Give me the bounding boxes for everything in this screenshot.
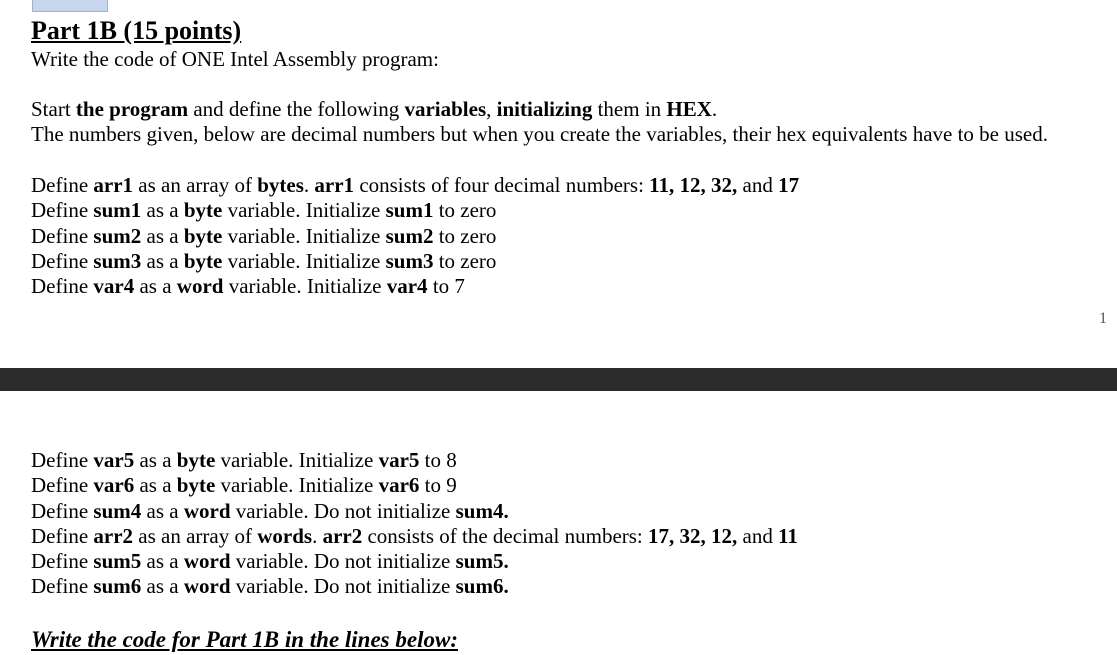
bold-term: sum4. (455, 499, 509, 523)
bold-term: arr1 (93, 173, 134, 197)
instruction-line (31, 173, 799, 198)
text-segment: and (737, 524, 779, 548)
bold-term: byte (183, 224, 223, 248)
text-segment: variable. Initialize (223, 274, 387, 298)
text-segment: Define (31, 198, 94, 222)
bold-term: var6 (378, 473, 420, 497)
bold-term: arr2 (93, 524, 134, 548)
bold-term: byte (183, 249, 223, 273)
instruction-line (31, 448, 457, 473)
bold-term: 17 (778, 173, 800, 197)
text-segment: variable. Initialize (215, 448, 379, 472)
text-segment: as a (141, 249, 184, 273)
instruction-line (31, 122, 1048, 147)
text-segment: to zero (433, 249, 497, 273)
text-segment: consists of four decimal numbers: (354, 173, 650, 197)
text-segment: as a (141, 549, 184, 573)
text-segment: to zero (433, 198, 497, 222)
bold-term: variables (404, 97, 487, 121)
text-segment: The numbers given, below are decimal numbers but when you create the variables, their hex equivalents have to be used. (31, 122, 1048, 146)
bold-term: sum4 (93, 499, 142, 523)
text-segment: Define (31, 224, 94, 248)
text-segment: as an array of (133, 173, 258, 197)
text-segment: variable. Do not initialize (230, 549, 456, 573)
bold-term: sum6. (455, 574, 509, 598)
text-segment: as an array of (133, 524, 258, 548)
text-segment: them in (592, 97, 667, 121)
bold-term: bytes (257, 173, 304, 197)
bold-term: sum6 (93, 574, 142, 598)
bold-term: var6 (93, 473, 135, 497)
bold-term: sum5 (93, 549, 142, 573)
page-break-divider (0, 368, 1117, 391)
bold-term: sum3 (93, 249, 142, 273)
bold-term: sum1 (93, 198, 142, 222)
text-segment: variable. Initialize (222, 198, 386, 222)
text-segment: Start (31, 97, 76, 121)
bold-term: initializing (496, 97, 593, 121)
text-segment: and define the following (188, 97, 405, 121)
bold-term: sum1 (385, 198, 434, 222)
bold-term: var4 (93, 274, 135, 298)
text-segment: Define (31, 173, 94, 197)
bold-term: var5 (93, 448, 135, 472)
text-segment: variable. Initialize (215, 473, 379, 497)
text-segment: Define (31, 274, 94, 298)
section-heading: Part 1B (15 points) (31, 16, 242, 45)
bold-term: byte (176, 473, 216, 497)
text-segment: Define (31, 249, 94, 273)
text-segment: variable. Initialize (222, 224, 386, 248)
bold-term: word (176, 274, 224, 298)
text-segment: as a (141, 198, 184, 222)
instruction-line (31, 249, 496, 274)
text-segment: Define (31, 524, 94, 548)
instruction-line (31, 549, 509, 574)
bold-term: sum5. (455, 549, 509, 573)
text-segment: to 9 (419, 473, 457, 497)
text-segment: consists of the decimal numbers: (362, 524, 649, 548)
text-segment: Write the code of ONE Intel Assembly program: (31, 47, 439, 71)
instruction-line (31, 224, 496, 249)
text-segment: Define (31, 549, 94, 573)
text-segment: as a (134, 274, 177, 298)
code-section-heading: Write the code for Part 1B in the lines below: (31, 627, 458, 652)
instruction-line (31, 47, 439, 72)
instruction-line (31, 499, 509, 524)
bold-term: word (183, 574, 231, 598)
bold-term: word (183, 549, 231, 573)
bold-term: var5 (378, 448, 420, 472)
text-segment: to 8 (419, 448, 457, 472)
instruction-line (31, 524, 798, 549)
tab-stub-decoration (32, 0, 108, 12)
text-segment: as a (134, 448, 177, 472)
instruction-line (31, 198, 496, 223)
text-segment: , (486, 97, 497, 121)
text-segment: variable. Do not initialize (230, 499, 456, 523)
bold-term: words (257, 524, 313, 548)
page-number: 1 (1099, 310, 1107, 327)
instruction-line (31, 274, 465, 299)
bold-term: HEX (666, 97, 712, 121)
bold-term: 17, 32, 12, (648, 524, 738, 548)
bold-term: word (183, 499, 231, 523)
text-segment: and (737, 173, 779, 197)
text-segment: . (303, 173, 315, 197)
bold-term: sum2 (385, 224, 434, 248)
bold-term: sum3 (385, 249, 434, 273)
bold-term: byte (183, 198, 223, 222)
text-segment: variable. Do not initialize (230, 574, 456, 598)
instruction-line (31, 97, 717, 122)
bold-term: sum2 (93, 224, 142, 248)
text-segment: to 7 (427, 274, 465, 298)
bold-term: the program (75, 97, 189, 121)
bold-term: byte (176, 448, 216, 472)
text-segment: . (312, 524, 323, 548)
text-segment: Define (31, 574, 94, 598)
text-segment: Define (31, 473, 94, 497)
text-segment: as a (141, 574, 184, 598)
text-segment: variable. Initialize (222, 249, 386, 273)
bold-term: 11 (778, 524, 798, 548)
bold-term: arr2 (322, 524, 363, 548)
instruction-line (31, 473, 457, 498)
bold-term: arr1 (314, 173, 355, 197)
text-segment: Define (31, 499, 94, 523)
text-segment: as a (134, 473, 177, 497)
text-segment: . (711, 97, 718, 121)
bold-term: 11, 12, 32, (649, 173, 738, 197)
text-segment: as a (141, 224, 184, 248)
text-segment: as a (141, 499, 184, 523)
bold-term: var4 (386, 274, 428, 298)
instruction-line (31, 574, 509, 599)
text-segment: Define (31, 448, 94, 472)
text-segment: to zero (433, 224, 497, 248)
